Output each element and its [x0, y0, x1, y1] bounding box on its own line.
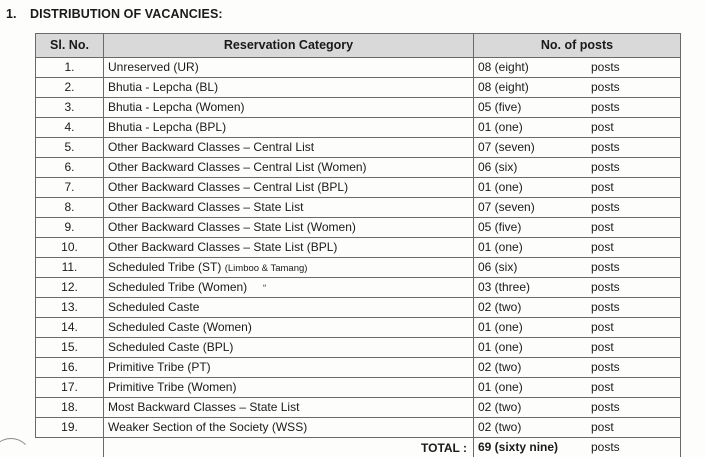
table-row	[36, 78, 681, 98]
row-posts	[474, 158, 681, 178]
table-row	[36, 178, 681, 198]
row-posts	[474, 178, 681, 198]
row-posts	[474, 298, 681, 318]
row-category-label: Scheduled Tribe (ST)	[108, 259, 225, 274]
total-row	[36, 438, 681, 457]
total-label: TOTAL :	[104, 438, 474, 457]
row-post-unit: posts	[591, 200, 620, 214]
row-category	[104, 118, 474, 138]
total-posts-cell	[474, 438, 681, 457]
row-post-unit: post	[591, 380, 614, 394]
row-category	[104, 78, 474, 98]
row-post-unit: posts	[591, 280, 620, 294]
row-category	[104, 238, 474, 258]
row-category-label: Scheduled Caste	[108, 299, 200, 314]
row-category-label: Most Backward Classes – State List	[108, 399, 300, 414]
row-sl-no: 12.	[36, 278, 104, 298]
table-row	[36, 298, 681, 318]
row-posts	[474, 378, 681, 398]
row-category	[104, 178, 474, 198]
section-number: 1.	[6, 7, 17, 21]
row-post-count: 01 (one)	[478, 340, 523, 354]
row-category	[104, 258, 474, 278]
row-sl-no: 5.	[36, 138, 104, 158]
row-category	[104, 418, 474, 438]
row-category-label: Scheduled Caste (BPL)	[108, 339, 234, 354]
row-category-label: Other Backward Classes – Central List	[108, 139, 315, 154]
row-sl-no: 7.	[36, 178, 104, 198]
row-posts	[474, 98, 681, 118]
table-row	[36, 238, 681, 258]
table-row	[36, 158, 681, 178]
row-post-unit: posts	[591, 80, 620, 94]
row-posts	[474, 218, 681, 238]
row-posts	[474, 118, 681, 138]
row-category	[104, 98, 474, 118]
row-post-count: 02 (two)	[478, 420, 522, 434]
row-category	[104, 138, 474, 158]
row-post-count: 08 (eight)	[478, 80, 529, 94]
row-post-unit: post	[591, 320, 614, 334]
row-category-label: Weaker Section of the Society (WSS)	[108, 419, 308, 434]
row-post-count: 01 (one)	[478, 380, 523, 394]
table-row	[36, 358, 681, 378]
row-post-unit: post	[591, 220, 614, 234]
row-category-note: “	[247, 282, 267, 294]
row-category	[104, 218, 474, 238]
row-post-unit: posts	[591, 400, 620, 414]
row-sl-no: 8.	[36, 198, 104, 218]
row-sl-no: 3.	[36, 98, 104, 118]
section-heading	[6, 7, 223, 21]
row-sl-no: 11.	[36, 258, 104, 278]
row-category	[104, 378, 474, 398]
row-category	[104, 298, 474, 318]
total-unit: posts	[591, 440, 620, 454]
row-category	[104, 398, 474, 418]
row-post-count: 06 (six)	[478, 160, 518, 174]
row-posts	[474, 418, 681, 438]
table-row	[36, 418, 681, 438]
row-sl-no: 13.	[36, 298, 104, 318]
row-posts	[474, 258, 681, 278]
row-category-label: Unreserved (UR)	[108, 59, 199, 74]
row-category-label: Other Backward Classes – State List (Women)	[108, 219, 356, 234]
table-row	[36, 98, 681, 118]
row-posts	[474, 358, 681, 378]
header-reservation-category: Reservation Category	[104, 34, 474, 58]
row-posts	[474, 238, 681, 258]
row-sl-no: 16.	[36, 358, 104, 378]
row-sl-no: 15.	[36, 338, 104, 358]
decorative-corner-arc	[0, 438, 32, 457]
table-row	[36, 118, 681, 138]
row-category	[104, 198, 474, 218]
table-row	[36, 398, 681, 418]
row-category-label: Primitive Tribe (PT)	[108, 359, 211, 374]
row-category	[104, 278, 474, 298]
row-posts	[474, 58, 681, 78]
row-post-unit: posts	[591, 60, 620, 74]
row-category-label: Scheduled Caste (Women)	[108, 319, 252, 334]
row-category-label: Scheduled Tribe (Women)	[108, 279, 248, 294]
row-sl-no: 18.	[36, 398, 104, 418]
row-sl-no: 9.	[36, 218, 104, 238]
row-category-label: Bhutia - Lepcha (Women)	[108, 99, 245, 114]
table-row	[36, 318, 681, 338]
row-category	[104, 58, 474, 78]
row-post-count: 03 (three)	[478, 280, 531, 294]
row-sl-no: 17.	[36, 378, 104, 398]
row-post-unit: post	[591, 240, 614, 254]
row-post-count: 01 (one)	[478, 240, 523, 254]
row-post-count: 05 (five)	[478, 220, 522, 234]
row-post-unit: post	[591, 340, 614, 354]
row-category	[104, 158, 474, 178]
row-posts	[474, 198, 681, 218]
row-posts	[474, 398, 681, 418]
row-posts	[474, 138, 681, 158]
row-category-label: Other Backward Classes – Central List (Women)	[108, 159, 367, 174]
row-category-label: Primitive Tribe (Women)	[108, 379, 237, 394]
row-category-label: Other Backward Classes – State List	[108, 199, 304, 214]
row-post-count: 02 (two)	[478, 360, 522, 374]
row-sl-no: 2.	[36, 78, 104, 98]
row-post-count: 02 (two)	[478, 400, 522, 414]
row-category	[104, 318, 474, 338]
row-category	[104, 358, 474, 378]
table-row	[36, 218, 681, 238]
table-row	[36, 138, 681, 158]
table-row	[36, 378, 681, 398]
row-category-note: (Limboo & Tamang)	[224, 262, 308, 274]
table-row	[36, 58, 681, 78]
total-blank-cell	[36, 438, 104, 457]
header-no-of-posts: No. of posts	[474, 34, 681, 58]
row-post-unit: posts	[591, 160, 620, 174]
row-sl-no: 6.	[36, 158, 104, 178]
row-post-count: 02 (two)	[478, 300, 522, 314]
row-post-count: 01 (one)	[478, 120, 523, 134]
row-post-count: 06 (six)	[478, 260, 518, 274]
row-posts	[474, 278, 681, 298]
row-posts	[474, 78, 681, 98]
row-post-count: 07 (seven)	[478, 200, 535, 214]
row-post-count: 01 (one)	[478, 320, 523, 334]
row-post-count: 07 (seven)	[478, 140, 535, 154]
row-post-count: 05 (five)	[478, 100, 522, 114]
row-sl-no: 10.	[36, 238, 104, 258]
row-post-unit: posts	[591, 100, 620, 114]
row-sl-no: 14.	[36, 318, 104, 338]
table-row	[36, 198, 681, 218]
table-row	[36, 278, 681, 298]
row-posts	[474, 338, 681, 358]
row-sl-no: 4.	[36, 118, 104, 138]
row-post-count: 08 (eight)	[478, 60, 529, 74]
row-post-unit: posts	[591, 360, 620, 374]
total-count: 69 (sixty nine)	[478, 440, 559, 454]
row-post-unit: posts	[591, 140, 620, 154]
row-post-count: 01 (one)	[478, 180, 523, 194]
row-post-unit: post	[591, 420, 614, 434]
vacancy-table	[35, 33, 681, 457]
row-category-label: Bhutia - Lepcha (BPL)	[108, 119, 227, 134]
table-row	[36, 338, 681, 358]
row-sl-no: 1.	[36, 58, 104, 78]
row-posts	[474, 318, 681, 338]
row-post-unit: post	[591, 120, 614, 134]
section-title: DISTRIBUTION OF VACANCIES:	[30, 7, 223, 21]
row-sl-no: 19.	[36, 418, 104, 438]
table-row	[36, 258, 681, 278]
row-post-unit: posts	[591, 260, 620, 274]
row-category-label: Bhutia - Lepcha (BL)	[108, 79, 219, 94]
row-post-unit: post	[591, 180, 614, 194]
row-category-label: Other Backward Classes – Central List (BPL)	[108, 179, 349, 194]
row-post-unit: posts	[591, 300, 620, 314]
row-category-label: Other Backward Classes – State List (BPL)	[108, 239, 338, 254]
table-header-row	[36, 34, 681, 58]
row-category	[104, 338, 474, 358]
header-sl-no: Sl. No.	[36, 34, 104, 58]
